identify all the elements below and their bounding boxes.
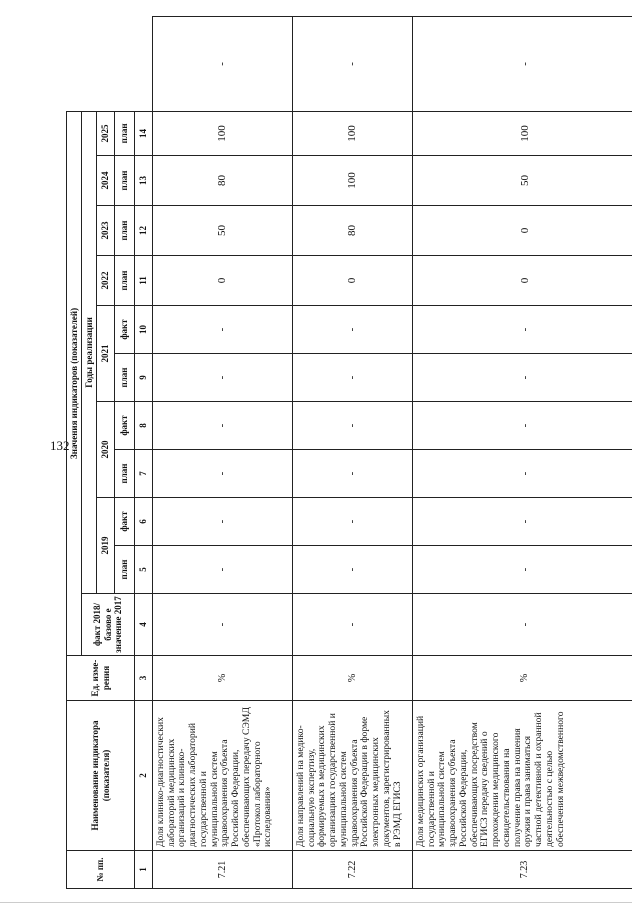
header-unit: Ед. изме-рения — [67, 656, 135, 701]
value-cell: - — [413, 594, 632, 656]
unit-cell: % — [413, 656, 632, 701]
value-cell: - — [413, 354, 632, 402]
column-number: 10 — [135, 306, 153, 354]
value-cell: - — [153, 354, 293, 402]
row-number: 7.21 — [153, 851, 293, 889]
value-cell: - — [293, 17, 413, 112]
header-plan: план — [115, 450, 135, 498]
unit-cell: % — [293, 656, 413, 701]
value-cell: - — [413, 498, 632, 546]
rotated-table-sheet — [66, 16, 632, 889]
page-number: 132 — [50, 438, 70, 453]
value-cell: - — [413, 402, 632, 450]
value-cell: 0 — [153, 256, 293, 306]
value-cell: 50 — [153, 206, 293, 256]
column-number: 4 — [135, 594, 153, 656]
value-cell: 0 — [413, 206, 632, 256]
value-cell: 80 — [293, 206, 413, 256]
value-cell: 50 — [413, 156, 632, 206]
header-year-2020: 2020 — [97, 402, 115, 498]
header-year-2021: 2021 — [97, 306, 115, 402]
value-cell: - — [413, 546, 632, 594]
value-cell: - — [413, 450, 632, 498]
value-cell: 0 — [413, 256, 632, 306]
value-cell: - — [293, 354, 413, 402]
indicator-name: Доля медицинских организаций государственной и муниципальной систем здравоохранения субъекта Российской Федерации, обеспечивающих посредством ЕГИСЗ передачу сведений о прохождении медицинского освидетельствования на получение права на ношения оружия и права заниматься частной детективной и охранной деятельностью с целью обеспечения межведомственного — [413, 701, 632, 851]
table-row — [153, 17, 293, 889]
column-number: 13 — [135, 156, 153, 206]
value-cell: 100 — [413, 111, 632, 155]
value-cell: - — [413, 306, 632, 354]
header-base: факт 2018/базово е значение 2017 — [82, 594, 135, 656]
header-plan: план — [115, 206, 135, 256]
header-fact: факт — [115, 306, 135, 354]
column-number: 1 — [135, 851, 153, 889]
column-number: 2 — [135, 701, 153, 851]
header-plan: план — [115, 256, 135, 306]
column-number: 5 — [135, 546, 153, 594]
column-number: 12 — [135, 206, 153, 256]
value-cell: - — [153, 546, 293, 594]
value-cell: 100 — [293, 111, 413, 155]
header-plan: план — [115, 546, 135, 594]
value-cell: 80 — [153, 156, 293, 206]
value-cell: - — [293, 402, 413, 450]
value-cell: - — [153, 594, 293, 656]
value-cell: 0 — [293, 256, 413, 306]
column-number: 6 — [135, 498, 153, 546]
value-cell: - — [153, 402, 293, 450]
value-cell: - — [293, 306, 413, 354]
header-year-2022: 2022 — [97, 256, 115, 306]
header-values-title: Значения индикаторов (показателей) — [67, 111, 82, 655]
value-cell: 100 — [293, 156, 413, 206]
value-cell: - — [153, 306, 293, 354]
header-fact: факт — [115, 498, 135, 546]
table-row — [293, 17, 413, 889]
indicator-name: Доля направлений на медико-социальную экспертизу, формируемых в медицинских организациях государственной и муниципальной систем здравоохранения субъекта Российской Федерации в форме электронных медицинских документов, зарегистрированных в РЭМД ЕГИСЗ — [293, 701, 413, 851]
header-year-2024: 2024 — [97, 156, 115, 206]
value-cell: 100 — [153, 111, 293, 155]
value-cell: - — [293, 546, 413, 594]
value-cell: - — [293, 450, 413, 498]
header-plan: план — [115, 156, 135, 206]
value-cell: - — [293, 498, 413, 546]
value-cell: - — [153, 498, 293, 546]
header-name: Наименование индикатора (показателя) — [67, 701, 135, 851]
header-year-2023: 2023 — [97, 206, 115, 256]
indicator-name: Доля клинико-диагностических лабораторий медицинских организаций и клинико-диагностических лабораторий государственной и муниципальной систем здравоохранения субъекта Российской Федерации, обеспечивающих передачу СЭМД «Протокол лабораторного исследования» — [153, 701, 293, 851]
table-row — [413, 17, 632, 889]
header-num: № пп. — [67, 851, 135, 889]
unit-cell: % — [153, 656, 293, 701]
column-number: 8 — [135, 402, 153, 450]
header-years-title: Годы реализации — [82, 111, 97, 593]
column-number: 3 — [135, 656, 153, 701]
value-cell: - — [153, 450, 293, 498]
header-plan: план — [115, 111, 135, 155]
column-number: 14 — [135, 111, 153, 155]
row-number: 7.22 — [293, 851, 413, 889]
header-fact: факт — [115, 402, 135, 450]
header-year-2019: 2019 — [97, 498, 115, 594]
value-cell: - — [153, 17, 293, 112]
value-cell: - — [413, 17, 632, 112]
header-year-2025: 2025 — [97, 111, 115, 155]
column-number: 11 — [135, 256, 153, 306]
scan-edge — [0, 902, 632, 903]
column-number: 7 — [135, 450, 153, 498]
column-number-row — [135, 17, 153, 889]
column-number: 9 — [135, 354, 153, 402]
header-plan: план — [115, 354, 135, 402]
value-cell: - — [293, 594, 413, 656]
row-number: 7.23 — [413, 851, 632, 889]
indicators-table — [66, 16, 632, 889]
